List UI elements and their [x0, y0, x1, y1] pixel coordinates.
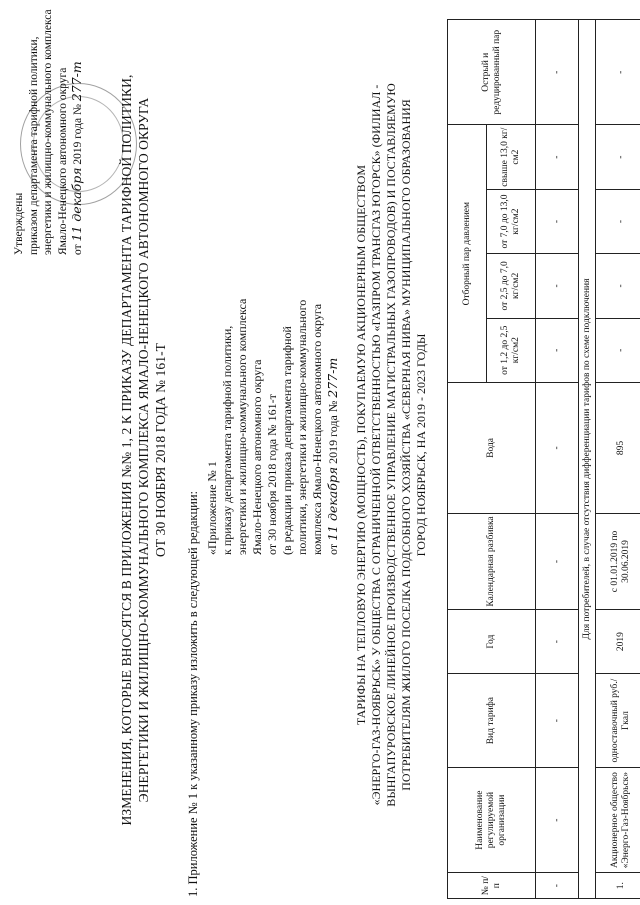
header-org: Наименование регулируемой организации [448, 767, 536, 872]
appendix-line: Ямало-Ненецкого автономного округа [250, 359, 264, 555]
paragraph-1: 1. Приложение № 1 к указанному приказу изложить в следующей редакции: [186, 491, 200, 897]
header-steam-col: от 7,0 до 13,0 кг/см2 [487, 189, 536, 253]
appendix-line: политики, энергетики и жилищно-коммунального [295, 299, 309, 555]
table-cell: - [536, 125, 579, 189]
row-tariff-type: одноставочный руб./Гкал [596, 674, 640, 768]
header-steam-col: от 1,2 до 2,5 кг/см2 [487, 318, 536, 382]
row-value: - [596, 318, 640, 382]
appendix-date-prefix: от [326, 543, 340, 555]
header-steam-col: свыше 13,0 кг/см2 [487, 125, 536, 189]
row-num: 1. [596, 873, 640, 899]
table-row [536, 20, 579, 899]
document-title [118, 35, 169, 865]
table-cell: - [536, 609, 579, 673]
tariff-title-line: «ЭНЕРГО-ГАЗ-НОЯБРЬСК» У ОБЩЕСТВА С ОГРАНИЧЕННОЙ ОТВЕТСТВЕННОСТЬЮ «ГАЗПРОМ ТРАНСГАЗ ЮГОРСК» (ФИЛИАЛ - [369, 84, 383, 806]
table-cell: - [536, 674, 579, 768]
approval-date-line [70, 0, 86, 255]
appendix-line: (в редакции приказа департамента тарифной [280, 326, 294, 555]
approval-line: приказом департамента тарифной политики, [27, 36, 40, 255]
header-steam-col: от 2,5 до 7,0 кг/см2 [487, 254, 536, 318]
header-num: № п/п [448, 873, 536, 899]
row-water: 895 [596, 382, 640, 513]
table-span-cell: Для потребителей, в случае отсутствия дифференциации тарифов по схеме подключения [579, 20, 596, 899]
table-cell: - [536, 189, 579, 253]
approval-handwritten-date: 11 декабря [69, 167, 84, 242]
approval-date-prefix: от [72, 244, 84, 255]
appendix-date-line [325, 175, 341, 555]
title-line: ЭНЕРГЕТИКИ И ЖИЛИЩНО-КОММУНАЛЬНОГО КОМПЛЕКСА ЯМАЛО-НЕНЕЦКОГО АВТОНОМНОГО ОКРУГА [136, 97, 151, 803]
title-line: ИЗМЕНЕНИЯ, КОТОРЫЕ ВНОСЯТСЯ В ПРИЛОЖЕНИЯ №№ 1, 2 К ПРИКАЗУ ДЕПАРТАМЕНТА ТАРИФНОЙ ПОЛИТИКИ, [119, 74, 134, 826]
table-cell: - [536, 254, 579, 318]
table-span-row [579, 20, 596, 899]
row-value: - [596, 254, 640, 318]
tariff-title [354, 25, 429, 865]
row-year: 2019 [596, 609, 640, 673]
title-line: ОТ 30 НОЯБРЯ 2018 ГОДА № 161-Т [153, 342, 168, 558]
header-water: Вода [448, 382, 536, 513]
approval-handwritten-number: 277-т [69, 61, 84, 102]
table-cell: - [536, 873, 579, 899]
header-year: Год [448, 609, 536, 673]
approval-line: Ямало-Ненецкого автономного округа [56, 67, 69, 255]
table-cell: - [536, 318, 579, 382]
row-value: - [596, 189, 640, 253]
tariff-title-line: ПОТРЕБИТЕЛЯМ ЖИЛОГО ПОСЕЛКА ПОДСОБНОГО ХОЗЯЙСТВА «СЕВЕРНАЯ НИВА» МУНИЦИПАЛЬНОГО ОБРАЗОВАНИЯ [399, 99, 413, 791]
table-row [596, 20, 640, 899]
approval-year-text: 2019 года № [72, 104, 84, 165]
tariff-title-line: ВЫНГАПУРОВСКОЕ ЛИНЕЙНОЕ ПРОИЗВОДСТВЕННОЕ УПРАВЛЕНИЕ МАГИСТРАЛЬНЫХ ГАЗОПРОВОДОВ) И ПОСТАВЛЯЕМУЮ [384, 83, 398, 807]
header-period: Календарная разбивка [448, 513, 536, 609]
appendix-line: от 30 ноября 2018 года № 161-т [265, 394, 279, 555]
appendix-line: энергетики и жилищно-коммунального комплекса [235, 298, 249, 555]
approval-line: энергетики и жилищно-коммунального комплекса [42, 9, 54, 255]
approval-line: Утверждены [13, 192, 25, 255]
table-header-row [448, 20, 487, 899]
appendix-year-text: 2019 года № [326, 400, 340, 464]
table-cell: - [536, 382, 579, 513]
appendix-handwritten-number: 277-т [325, 357, 340, 398]
approval-block [12, 0, 86, 255]
row-period: с 01.01.2019 по 30.06.2019 [596, 513, 640, 609]
header-tariff-type: Вид тарифа [448, 674, 536, 768]
appendix-header [205, 175, 341, 555]
appendix-handwritten-date: 11 декабря [325, 466, 340, 541]
row-value: - [596, 125, 640, 189]
row-value: - [596, 20, 640, 125]
tariff-title-line: ТАРИФЫ НА ТЕПЛОВУЮ ЭНЕРГИЮ (МОЩНОСТЬ), ПОКУПАЕМУЮ АКЦИОНЕРНЫМ ОБЩЕСТВОМ [354, 164, 368, 726]
table-cell: - [536, 513, 579, 609]
row-org: Акционерное общество «Энерго-Газ-Ноябрьск» [596, 767, 640, 872]
tariff-table [447, 19, 640, 899]
appendix-line: к приказу департамента тарифной политики, [220, 325, 234, 555]
header-sharp-steam: Острый и редуцированный пар [448, 20, 536, 125]
header-steam: Отборный пар давлением [448, 125, 487, 382]
appendix-line: комплекса Ямало-Ненецкого автономного округа [310, 303, 324, 555]
table-cell: - [536, 767, 579, 872]
table-cell: - [536, 20, 579, 125]
appendix-line: «Приложение № 1 [205, 461, 219, 555]
tariff-title-line: ГОРОД НОЯБРЬСК, НА 2019 - 2023 ГОДЫ [414, 333, 428, 557]
